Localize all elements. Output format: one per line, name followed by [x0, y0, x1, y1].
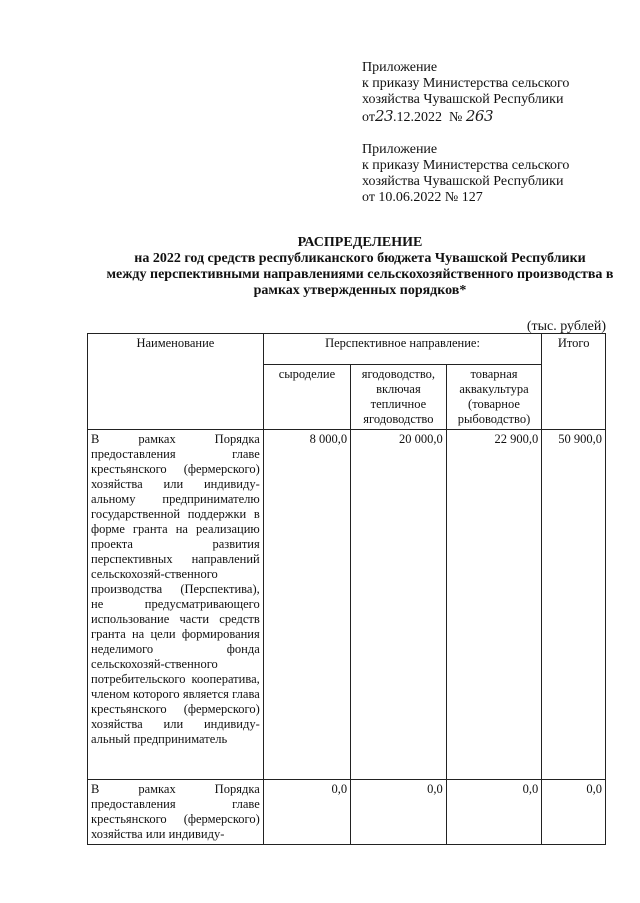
table-row [88, 780, 606, 845]
title-line-4: рамках утвержденных порядков* [253, 283, 467, 298]
row-name: В рамках Порядка предоставления главе крестьянского (фермерского) хозяйства или индивиду-альному предпринимателю государственной поддержки в форме гранта на реализацию проекта развития перспективных направлений сельскохозяй-ственного производства (Перспектива), не предусматривающего использование части средств гранта на цели формирования неделимого фонда сельскохозяй-ственного потребительского кооператива, членом которого является глава крестьянского (фермерского) хозяйства или индивиду-альный предприниматель [88, 430, 264, 780]
subheader-cheese: сыроделие [263, 365, 350, 430]
header-total: Итого [542, 334, 606, 430]
distribution-table [87, 333, 606, 845]
date-rest: .12.2022 [393, 110, 443, 125]
header-name: Наименование [88, 334, 264, 430]
row-value-berries: 0,0 [351, 780, 447, 845]
units-label: (тыс. рублей) [526, 319, 606, 334]
row-value-cheese: 8 000,0 [263, 430, 350, 780]
appendix-header-current [362, 60, 632, 126]
appendix-title: Приложение [362, 60, 438, 75]
table-row [88, 430, 606, 780]
row-value-berries: 20 000,0 [351, 430, 447, 780]
header-perspective: Перспективное направление: [263, 334, 542, 365]
appendix-title: Приложение [362, 142, 438, 157]
document-title [80, 235, 640, 299]
appendix-order-line: к приказу Министерства сельского [362, 158, 570, 173]
subheader-berries: ягодоводство, включая тепличное ягодоводство [351, 365, 447, 430]
table-header-row [88, 334, 606, 365]
appendix-header-original [362, 142, 632, 206]
title-line-3: между перспективными направлениями сельскохозяйственного производства в [106, 267, 614, 282]
row-total: 50 900,0 [542, 430, 606, 780]
row-value-cheese: 0,0 [263, 780, 350, 845]
row-value-aquaculture: 22 900,0 [446, 430, 542, 780]
number-prefix: № [449, 110, 463, 125]
handwritten-number: 263 [465, 107, 494, 125]
appendix-ministry-line: хозяйства Чувашской Республики [362, 174, 564, 189]
appendix-order-line: к приказу Министерства сельского [362, 76, 570, 91]
appendix-ministry-line: хозяйства Чувашской Республики [362, 92, 564, 107]
title-heading: РАСПРЕДЕЛЕНИЕ [297, 235, 423, 250]
title-line-2: на 2022 год средств республиканского бюджета Чувашской Республики [134, 251, 586, 266]
appendix-date-line: от 10.06.2022 № 127 [362, 190, 483, 205]
row-total: 0,0 [542, 780, 606, 845]
appendix-date-line [362, 108, 632, 126]
row-name: В рамках Порядка предоставления главе крестьянского (фермерского) хозяйства или индивиду- [88, 780, 264, 845]
handwritten-day: 23 [374, 107, 394, 125]
subheader-aquaculture: товарная аквакультура (товарное рыбоводство) [446, 365, 542, 430]
date-prefix: от [362, 110, 375, 125]
row-value-aquaculture: 0,0 [446, 780, 542, 845]
